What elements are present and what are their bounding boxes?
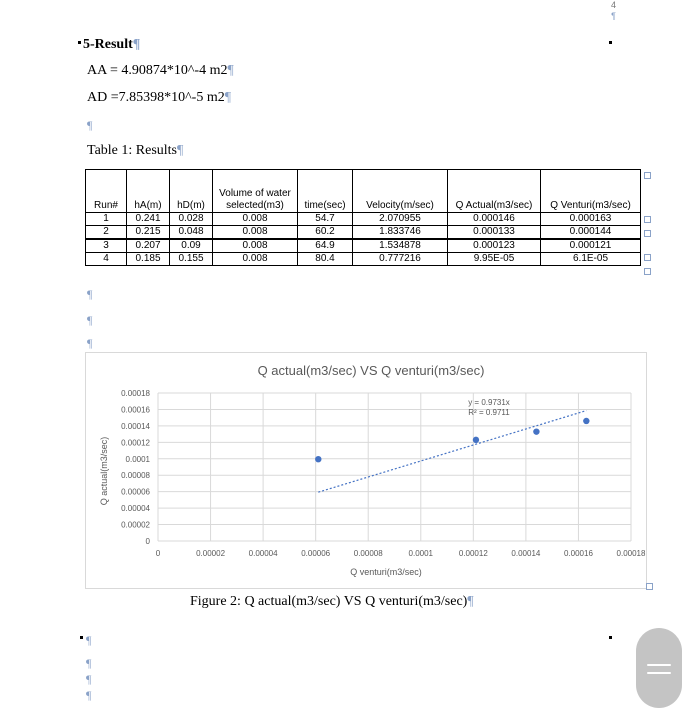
- table-cell: 9.95E-05: [448, 253, 541, 266]
- col-header: Run#: [86, 170, 127, 213]
- table-cell: 0.000121: [541, 239, 641, 253]
- table-cell: 0.155: [170, 253, 213, 266]
- bullet-marker: [609, 41, 612, 44]
- chart-area[interactable]: [85, 352, 647, 589]
- table-cell: 64.9: [298, 239, 353, 253]
- x-tick-label: 0.00018: [616, 549, 646, 558]
- y-axis-label: Q actual(m3/sec): [99, 436, 109, 506]
- table-cell: 3: [86, 239, 127, 253]
- table-cell: 0.207: [127, 239, 170, 253]
- table-cell: 0.000123: [448, 239, 541, 253]
- table-caption: Table 1: Results¶: [87, 143, 184, 158]
- paragraph-mark: ¶: [86, 633, 92, 647]
- x-tick-label: 0.00004: [248, 549, 278, 558]
- cell-end-marker: [644, 230, 651, 237]
- table-cell: 0.008: [213, 213, 298, 226]
- anchor-marker: [646, 583, 653, 590]
- paragraph-mark: ¶: [87, 336, 93, 350]
- y-tick-label: 0.00004: [121, 504, 150, 514]
- y-tick-label: 0: [145, 537, 150, 546]
- y-tick-label: 0.00012: [121, 438, 150, 448]
- table-cell: 0.048: [170, 226, 213, 240]
- table-cell: 0.09: [170, 239, 213, 253]
- table-cell: 2: [86, 226, 127, 240]
- table-cell: 1: [86, 213, 127, 226]
- table-cell: 0.028: [170, 213, 213, 226]
- x-axis-label: Q venturi(m3/sec): [350, 567, 422, 577]
- table-cell: 2.070955: [353, 213, 448, 226]
- y-tick-label: 0.00014: [121, 421, 150, 431]
- x-tick-label: 0.00008: [353, 549, 383, 558]
- table-cell: 4: [86, 253, 127, 266]
- col-header: Q Actual(m3/sec): [448, 170, 541, 213]
- table-cell: 0.008: [213, 253, 298, 266]
- figure-caption: Figure 2: Q actual(m3/sec) VS Q venturi(m3/sec)¶: [190, 594, 474, 609]
- col-header: Velocity(m/sec): [353, 170, 448, 213]
- paragraph-mark: ¶: [87, 313, 93, 327]
- x-tick-label: 0.00012: [458, 549, 488, 558]
- table-row: [86, 253, 641, 266]
- y-tick-label: 0.00016: [121, 405, 150, 415]
- x-tick-label: 0.0001: [408, 549, 434, 558]
- trendline-r-squared: R² = 0.9711: [468, 408, 510, 417]
- cell-end-marker: [644, 268, 651, 275]
- x-tick-label: 0.00006: [301, 549, 331, 558]
- cell-end-marker: [644, 172, 651, 179]
- table-cell: 80.4: [298, 253, 353, 266]
- paragraph-mark: ¶: [87, 287, 93, 301]
- menu-icon: [647, 664, 671, 666]
- paragraph-mark: ¶: [87, 118, 93, 132]
- paragraph-mark: ¶: [86, 672, 92, 686]
- y-tick-label: 0.00006: [121, 487, 150, 497]
- table-cell: 0.000146: [448, 213, 541, 226]
- table-cell: 0.241: [127, 213, 170, 226]
- area-d-line: AD =7.85398*10^-5 m2¶: [87, 90, 232, 105]
- data-point: [315, 456, 321, 462]
- data-point: [533, 428, 539, 434]
- col-header: Volume of water selected(m3): [213, 170, 298, 213]
- menu-button[interactable]: [636, 628, 682, 708]
- col-header: hA(m): [127, 170, 170, 213]
- col-header: hD(m): [170, 170, 213, 213]
- y-tick-label: 0.00018: [121, 389, 150, 398]
- y-tick-label: 0.0001: [125, 454, 150, 464]
- scatter-chart: [86, 353, 646, 588]
- chart-title: Q actual(m3/sec) VS Q venturi(m3/sec): [257, 363, 485, 378]
- y-tick-label: 0.00008: [121, 471, 150, 481]
- trendline-equation: y = 0.9731x: [468, 398, 510, 407]
- x-tick-label: 0: [155, 549, 161, 558]
- bullet-marker: [609, 636, 612, 639]
- col-header: Q Venturi(m3/sec): [541, 170, 641, 213]
- page-number: 4 ¶: [610, 0, 616, 21]
- table-cell: 1.833746: [353, 226, 448, 240]
- table-cell: 60.2: [298, 226, 353, 240]
- table-cell: 0.000144: [541, 226, 641, 240]
- table-cell: 54.7: [298, 213, 353, 226]
- table-cell: 6.1E-05: [541, 253, 641, 266]
- data-point: [473, 437, 479, 443]
- table-row: [86, 213, 641, 226]
- col-header: time(sec): [298, 170, 353, 213]
- area-a-line: AA = 4.90874*10^-4 m2¶: [87, 63, 234, 78]
- cell-end-marker: [644, 216, 651, 223]
- bullet-marker: [78, 41, 81, 44]
- table-cell: 0.000163: [541, 213, 641, 226]
- table-row: [86, 239, 641, 253]
- table-cell: 1.534878: [353, 239, 448, 253]
- trendline: [318, 411, 586, 493]
- table-cell: 0.008: [213, 226, 298, 240]
- x-tick-label: 0.00016: [563, 549, 593, 558]
- cell-end-marker: [644, 254, 651, 261]
- table-cell: 0.008: [213, 239, 298, 253]
- table-row: [86, 226, 641, 240]
- x-tick-label: 0.00014: [511, 549, 541, 558]
- paragraph-mark: ¶: [86, 656, 92, 670]
- section-heading: 5-Result¶: [83, 37, 141, 52]
- y-tick-label: 0.00002: [121, 520, 150, 530]
- table-cell: 0.185: [127, 253, 170, 266]
- paragraph-mark: ¶: [86, 688, 92, 702]
- x-tick-label: 0.00002: [196, 549, 226, 558]
- table-cell: 0.000133: [448, 226, 541, 240]
- table-cell: 0.777216: [353, 253, 448, 266]
- results-table: [85, 169, 641, 266]
- table-header-row: [86, 170, 641, 213]
- bullet-marker: [80, 636, 83, 639]
- data-point: [583, 418, 589, 424]
- menu-icon: [647, 672, 671, 674]
- table-cell: 0.215: [127, 226, 170, 240]
